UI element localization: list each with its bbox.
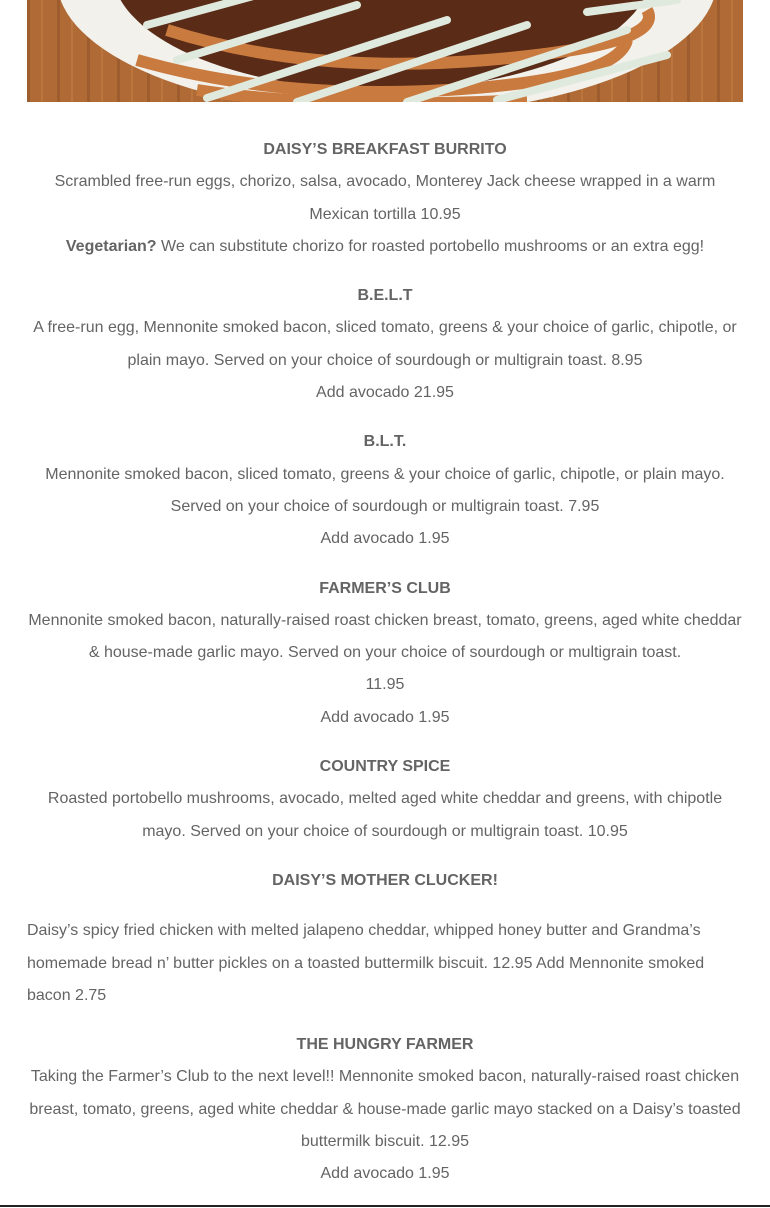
menu-item-blt — [27, 426, 743, 555]
item-note — [27, 231, 743, 263]
item-title: FARMER’S CLUB — [319, 579, 451, 597]
bottom-divider — [0, 1205, 770, 1207]
item-addon: Add avocado 1.95 — [320, 708, 450, 726]
item-price: 11.95 — [365, 676, 405, 694]
menu-item-mother-clucker — [27, 865, 743, 1012]
item-addon: Add avocado 21.95 — [316, 384, 454, 402]
menu-item-belt — [27, 280, 743, 409]
spacer — [27, 897, 743, 915]
menu-item-farmers-club — [27, 573, 743, 734]
note-label: Vegetarian? — [65, 237, 157, 255]
item-addon: Add avocado 1.95 — [320, 530, 450, 548]
hero-image — [27, 0, 743, 102]
item-title: DAISY’S BREAKFAST BURRITO — [263, 141, 507, 158]
item-description: Roasted portobello mushrooms, avocado, melted aged white cheddar and greens, with chipotle mayo. Served on your choice of sourdough or multigrain toast. 10.95 — [47, 790, 723, 840]
menu-list — [27, 134, 743, 1208]
menu-item-country-spice — [27, 751, 743, 848]
item-description: A free-run egg, Mennonite smoked bacon, sliced tomato, greens & your choice of garlic, chipotle, or plain mayo. Served on your choice of sourdough or multigrain toast. 8.95 — [33, 319, 737, 369]
item-title: DAISY’S MOTHER CLUCKER! — [272, 871, 498, 889]
menu-item-breakfast-burrito — [27, 134, 743, 263]
item-description: Taking the Farmer’s Club to the next level!! Mennonite smoked bacon, naturally-raised roast chicken breast, tomato, greens, aged white cheddar & house-made garlic mayo stacked on a Daisy’s toasted buttermilk biscuit. 12.95 — [29, 1068, 741, 1151]
item-description: Scrambled free-run eggs, chorizo, salsa, avocado, Monterey Jack cheese wrapped in a warm Mexican tortilla 10.95 — [54, 173, 716, 223]
item-title: THE HUNGRY FARMER — [296, 1036, 474, 1054]
item-title: COUNTRY SPICE — [319, 758, 451, 776]
item-description: Mennonite smoked bacon, sliced tomato, greens & your choice of garlic, chipotle, or plain mayo. Served on your choice of sourdough or multigrain toast. 7.95 — [45, 465, 725, 515]
menu-item-hungry-farmer — [27, 1029, 743, 1190]
item-title: B.L.T. — [363, 433, 407, 451]
item-title: B.E.L.T — [357, 287, 413, 305]
item-addon: Add avocado 1.95 — [320, 1165, 450, 1183]
pancake-illustration — [27, 0, 743, 102]
item-description: Mennonite smoked bacon, naturally-raised roast chicken breast, tomato, greens, aged white cheddar & house-made garlic mayo. Served on your choice of sourdough or multigrain toast. — [28, 611, 742, 662]
item-description: Daisy’s spicy fried chicken with melted jalapeno cheddar, whipped honey butter and Grandma’s homemade bread n’ butter pickles on a toasted buttermilk biscuit. 12.95 Add Mennonite smoked bacon 2.75 — [27, 922, 705, 1004]
note-text: We can substitute chorizo for roasted portobello mushrooms or an extra egg! — [156, 237, 705, 255]
